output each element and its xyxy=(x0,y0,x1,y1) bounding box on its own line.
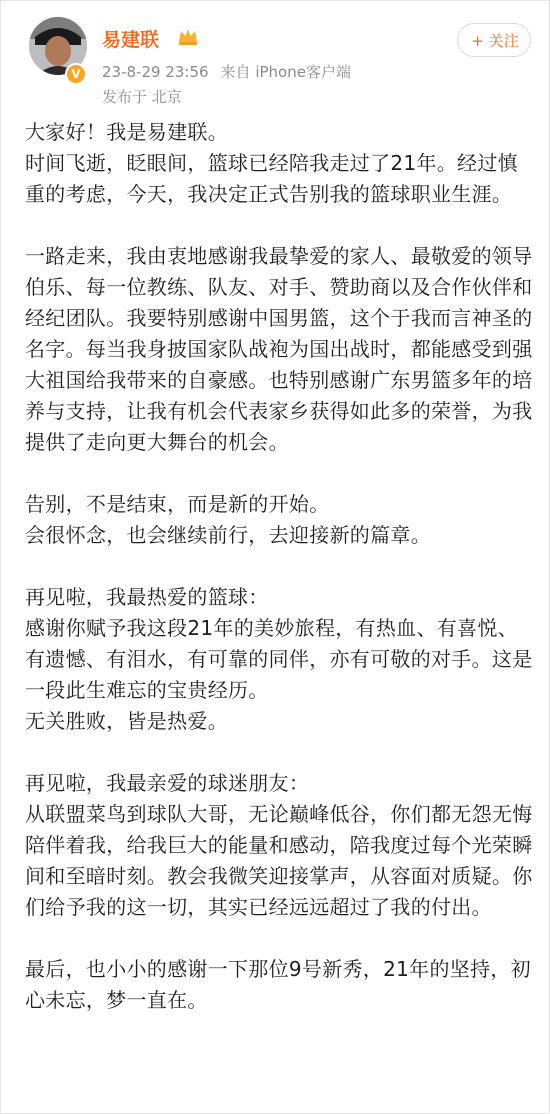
post-paragraph: 再见啦，我最热爱的篮球： xyxy=(25,585,269,609)
post-paragraph: 时间飞逝，眨眼间，篮球已经陪我走过了21年。经过慎重的考虑，今天，我决定正式告别我的篮球职业生涯。 xyxy=(25,151,518,206)
post-paragraph: 一路走来，我由衷地感谢我最挚爱的家人、最敬爱的领导伯乐、每一位教练、队友、对手、赞助商以及合作伙伴和经纪团队。我要特别感谢中国男篮，这个于我而言神圣的名字。每当我身披国家队战袍为国出战时，都能感受到强大祖国给我带来的自豪感。也特别感谢广东男篮多年的培养与支持，让我有机会代表家乡获得如此多的荣誉，为我提供了走向更大舞台的机会。 xyxy=(25,244,533,454)
post-header xyxy=(1,1,550,113)
post-paragraph: 大家好！我是易建联。 xyxy=(25,120,228,144)
post-timestamp: 23-8-29 23:56 xyxy=(102,63,209,81)
username[interactable]: 易建联 xyxy=(102,29,160,51)
post-meta xyxy=(102,61,351,82)
post-paragraph: 告别，不是结束，而是新的开始。 xyxy=(25,492,330,516)
paragraph-gap xyxy=(25,458,535,489)
post-paragraph: 会很怀念，也会继续前行，去迎接新的篇章。 xyxy=(25,523,431,547)
verified-badge-icon: V xyxy=(65,63,87,85)
post-location: 发布于 北京 xyxy=(102,88,182,106)
post-source[interactable]: 来自 iPhone客户端 xyxy=(220,63,351,81)
post-paragraph: 从联盟菜鸟到球队大哥，无论巅峰低谷，你们都无怨无悔陪伴着我，给我巨大的能量和感动，陪我度过每个光荣瞬间和至暗时刻。教会我微笑迎接掌声，从容面对质疑。你们给予我的这一切，其实已经远远超过了我的付出。 xyxy=(25,802,533,919)
crown-icon xyxy=(177,26,199,46)
post-paragraph: 再见啦，我最亲爱的球迷朋友： xyxy=(25,771,310,795)
post-paragraph: 最后，也小小的感谢一下那位9号新秀，21年的坚持，初心未忘，梦一直在。 xyxy=(25,957,531,1012)
paragraph-gap xyxy=(25,210,535,241)
post-paragraph: 感谢你赋予我这段21年的美妙旅程，有热血、有喜悦、有遗憾、有泪水，有可靠的同伴，亦有可敬的对手。这是一段此生难忘的宝贵经历。 xyxy=(25,616,533,702)
paragraph-gap xyxy=(25,737,535,768)
follow-button[interactable]: + 关注 xyxy=(457,23,531,57)
post-paragraph: 无关胜败，皆是热爱。 xyxy=(25,709,228,733)
paragraph-gap xyxy=(25,551,535,582)
post-content xyxy=(25,117,535,1016)
paragraph-gap xyxy=(25,923,535,954)
